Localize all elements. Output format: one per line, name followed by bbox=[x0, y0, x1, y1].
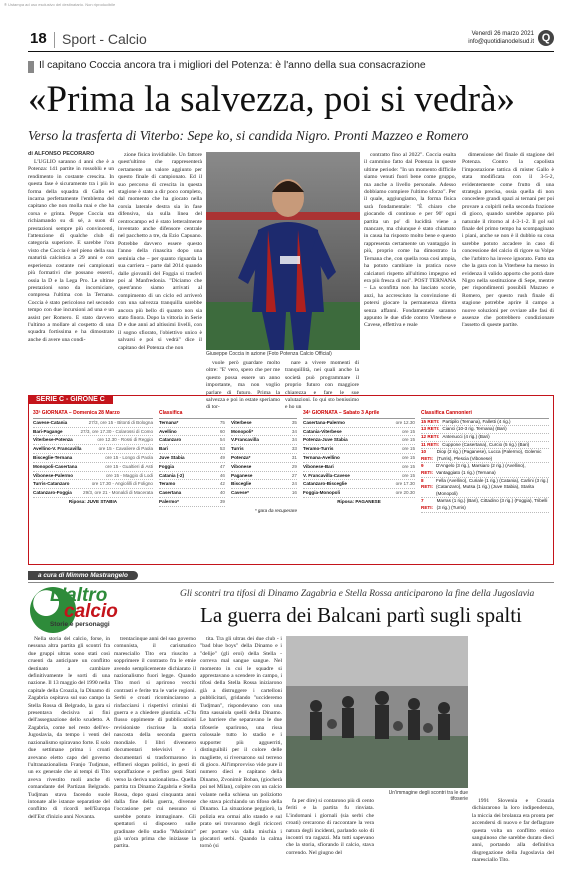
standing-row-pts: 54 bbox=[219, 437, 225, 443]
standing-row-pts: 40 bbox=[219, 490, 225, 496]
fixture-row-date: ore 17.30 - Angiolilli di Foligno bbox=[91, 481, 153, 487]
standing-row-pts: 60 bbox=[219, 428, 225, 434]
standing-row bbox=[159, 454, 225, 463]
fixture-row-date: ore 15 - Gualtieri di Asti bbox=[105, 463, 153, 469]
standing-row-team: Bisceglie bbox=[231, 481, 252, 487]
fixture-row bbox=[33, 428, 153, 437]
standing-row bbox=[159, 472, 225, 481]
classifica-table bbox=[159, 410, 297, 564]
scorer-names: Antenucci (4 rig.) (Bari) bbox=[442, 433, 490, 439]
standing-row-pts: 49 bbox=[219, 454, 225, 460]
scorer-row bbox=[421, 463, 549, 477]
standing-row-pts: 29 bbox=[291, 463, 297, 469]
logo-q-icon: Q bbox=[538, 30, 554, 46]
standing-row-team: Viterbese bbox=[231, 419, 252, 425]
standing-row-pts: 33 bbox=[291, 446, 297, 452]
fixture-row bbox=[303, 419, 415, 428]
article2-col-4: fa per dire) si contarono più di cento feriti e la partita fu rinviata. L'indomani i giornali (sia serbi che croati) cercarono di raccontare la vera natura degli incidenti, parlando solo di incontri tra ragazzi. Ma tutti sapevano che la storia, sfiorando il calcio, stava correndo. Nel giugno del bbox=[286, 798, 374, 856]
fixture-row-match: Vibonese-Palermo bbox=[33, 472, 73, 478]
standing-row bbox=[231, 463, 297, 472]
scorer-goals: 11 RETI: bbox=[421, 441, 440, 447]
fixture-row bbox=[33, 489, 153, 498]
giornata-33-table bbox=[33, 410, 153, 564]
fixture-row bbox=[303, 454, 415, 463]
standing-row-team: Potenza* bbox=[231, 454, 251, 460]
standing-row-pts: 34 bbox=[291, 428, 297, 434]
kicker-mark bbox=[28, 61, 34, 73]
standings-box-title: SERIE C - GIRONE C bbox=[28, 395, 113, 404]
fixture-row-match: Catania-Viterbese bbox=[303, 428, 342, 434]
classifica-title: Classifica bbox=[159, 410, 297, 419]
standing-row-team: Juve Stabia bbox=[159, 454, 185, 460]
fixture-row bbox=[33, 436, 153, 445]
fixture-row-date: ore 12.30 bbox=[395, 419, 415, 425]
scorer-goals: 7 RETI: bbox=[421, 498, 433, 510]
page-number: 18 bbox=[30, 30, 47, 47]
fixture-row-date: ore 20.30 bbox=[395, 490, 415, 496]
giornata-34-title: 34ª GIORNATA – Sabato 3 Aprile bbox=[303, 410, 415, 419]
article1-photo bbox=[206, 152, 360, 350]
issue-date: Venerdì 26 marzo 2021 bbox=[471, 31, 534, 37]
article2-col-5: 1991 Slovenia e Croazia dichiararono la loro indipendenza, la miccia dei brolanza era pronta per accendersi di nuovo e far deflagrare questa volta un conflitto etnico sanguinoso che sarebbe durato dieci anni, portando alla definitiva disgregazione della Jugoslavia del maresciallo Tito. bbox=[472, 798, 554, 864]
fixture-row bbox=[33, 419, 153, 428]
standing-row-team: Cavese* bbox=[231, 490, 249, 496]
article2-photo bbox=[286, 636, 468, 788]
fixture-row-match: Casertana-Palermo bbox=[303, 419, 345, 425]
standing-row bbox=[159, 445, 225, 454]
article2-col-1: Nella storia del calcio, forse, in nessuna altra partita gli scontri fra due gruppi ultras sono stati così cruenti da anticipare un conflitto destinato a cambiare definitivamente le sorti di una nazione. Il 13 maggio del 1990 nella capitale della Croazia, la Dinamo di Zagabria ospitava sul suo campo la Stella Rossa di Belgrado, la gara si presentava decisiva ai fini dell'assegnazione dello scudetto. A Zagabria, come nel resto dell'ex-Jugoslavia, da tempo i venti del nazionalismo spiravano forte. E solo due settimane prima i croati avevano eletto capo del governo l'ultranazionalista Franjo Tudjman, un ex generale che ai tempi di Tito aveva rivestito ruoli anche di comandante del Partizan Belgrado. Tudjman stava facendo suole intonate alle istanze separatiste del conflitto di ricordi nell'Europa dell'Est d'inizio anni Novanta. bbox=[28, 636, 110, 820]
fixture-row-match: Foggia-Monopoli bbox=[303, 490, 340, 496]
logo-line-2: calcio bbox=[64, 601, 118, 622]
classifica-note: * gara da recuperare bbox=[254, 507, 297, 513]
standing-row-pts: 53 bbox=[219, 446, 225, 452]
fixture-row-match: Catanzaro-Foggia bbox=[33, 490, 72, 496]
l-altro-calcio-logo bbox=[30, 587, 138, 633]
scorer-names: Marras (1 rig.) (Bari), Cittadino (3 rig.) (Foggia), Tribelli (3 rig.) (Turris) bbox=[436, 498, 548, 510]
fixture-row bbox=[33, 472, 153, 481]
article1-col-2: zione fisica invidiabile. Un fattore quest'ultimo che rappresenterà certamente un valore aggiunto per questo finale di campionato. Ed il suo percorso di crescita in questa stagione è stato a dir poco completo, dal momento che ha giocato nella corsia laterale destra sia in fase difensiva, sia sulla linea del centrocampo ed è stato letteralmente inventato anche difensore centrale nel pacchetto a tre, da Ezio Capuano. Potrebbe davvero essere questo l'anno della rinascita dopo una seminia che – per quanto riguarda la sua carriera – parte dal 2014 quando dalle giovanili del Foggia si trasferì poi al Manfredonia. "Diciamo che quest'anno siamo arrivati al compimento di un ciclo ed arriverò con una salvezza tranquilla sarebbe ancora più bello di quanto non sia stato finora. Dopo la vittoria in Serie D e due anni ad altissimi livelli, con il sogno sfiorato, l'obiettivo unico è salvarsi e poi si vedrà" dice il capitano del Potenza che non bbox=[118, 152, 202, 351]
fixture-row-date: ore 15 bbox=[401, 463, 415, 469]
riot-photo-illustration bbox=[286, 636, 468, 788]
standings-box bbox=[28, 395, 554, 565]
article1-photo-caption: Giuseppe Coccia in azione (Foto Potenza Calcio Official) bbox=[206, 351, 332, 357]
giornata-33-rest: Riposa: JUVE STABIA bbox=[68, 498, 118, 504]
standing-row bbox=[231, 428, 297, 437]
article1-col-3b: nare a vivere momenti di tranquillità, nei quali anche la società può programmare il proprio futuro con maggiore chiarezza e fare le sue valutazioni. Io qui sto benissimo e ho un bbox=[285, 360, 359, 411]
standing-row-pts: 35 bbox=[291, 419, 297, 425]
fixture-row bbox=[303, 445, 415, 454]
scorer-names: Cianci (10-3 rig. Ternana) (Bari) bbox=[442, 426, 507, 432]
scorer-names: Diop (2 rig.) (Paganese), Lucca (Palermo), Golemic (Turris), Plescia (Vibonese) bbox=[436, 449, 542, 461]
standing-row-team: V.Francavilla bbox=[231, 437, 259, 443]
scorer-row bbox=[421, 426, 549, 434]
fixture-row-match: Viterbese-Potenza bbox=[33, 437, 73, 443]
fixture-row-date: 29/3, ore 21 - Monaldi di Macerata bbox=[83, 490, 153, 496]
standing-row bbox=[231, 454, 297, 463]
standing-row-pts: 46 bbox=[219, 472, 225, 478]
standing-row-team: Paganese bbox=[231, 472, 253, 478]
scorer-goals: 8 RETI: bbox=[421, 477, 433, 490]
article1-col-5: dimensione del finale di stagione del Potenza. Contro la capolista l'impostazione tattica di mister Gallo è stata modificata con il 3-5-2, evidentemente come frutto di una strategia precisa, ossia quella di non concedere grandi spazi ai ternani per poi provare a colpirli nella seconda frazione di gioco, quando sarebbe apparso più naturale il ritorno al 4-3-1-2. Il gol sul finale del primo tempo ha scompaginato i piani, anche se non è il dubbio su cosa sarebbe potuto accadere in caso di concessione del calcio di rigore su Volpe che l'arbitro ha invece ignorato. Fatto sta che la gara con la Viterbese ha messo in evidenza il valido apporto che potrà dare Nigro nella sostituzione di Sepe, mentre per rispondimenti possibili Mazzeo e Romero, per questo rush finale di stagione potrebbe aprire il campo a nuove soluzioni per ovviare alle fasi di assenze che potrebbero condizionare l'assetto di queste partite. bbox=[462, 152, 554, 329]
logo-line-3: Storie e personaggi bbox=[50, 621, 110, 628]
standing-row bbox=[159, 463, 225, 472]
watermark: ® Ustampa ad uso esclusivo del destinatario. Non riproducibile bbox=[4, 2, 116, 7]
fixture-row-date: ore 15 - Longo di Paola bbox=[105, 454, 153, 460]
fixture-row-match: Potenza-Juve Stabia bbox=[303, 437, 348, 443]
standing-row-team: Catania (-2) bbox=[159, 472, 185, 478]
fixture-row bbox=[33, 463, 153, 472]
scorer-goals: 10 RETI: bbox=[421, 449, 433, 461]
standing-row-team: Palermo* bbox=[159, 498, 179, 504]
article1-col-3a: vuole però guardare molto oltre: "E' vero, spero che per me questo possa essere un anno importante, ma non voglio parlare di futuro. Prima la salvezza e poi in estate speriamo di tor- bbox=[206, 360, 280, 411]
fixture-row bbox=[303, 480, 415, 489]
fixture-row-date: 27/3, ore 17.30 - Colarossi di Como bbox=[80, 428, 153, 434]
standing-row-team: Turris bbox=[231, 446, 244, 452]
standing-row-team: Teramo bbox=[159, 481, 176, 487]
article2-col-3: tita. Tra gli ultras dei due club - i "bad blue boys" della Dinamo e i "delije" (gli eroi) della Stella - correva mal sangue sangue. Nel momento in cui le squadre si apprestavano a scendere in campo, i tifosi della Stella Rossa iniziarono già a distruggere i cartelloni pubblicitari, gridando "uccideremo Tudjman", rispondevano con una fitta sassaiola quelli della Dinamo. Le barriere che separavano le due tifoserie sparirono, una rissa colossale tutto lo stadio e i supporter più agguerriti, distinguibili per il colore delle magliette, si riversarono sul terreno di gioco. All'improvviso vide pure il numero dieci e capitano della Dinamo, Zvonimir Boban, (giocherà poi nel Milan), colpire con un calcio volante nella schiena un poliziotto che stava picchiando un tifoso della Dinamo. La situazione peggiorò, la polizia era ormai allo stando e sul prato sei trovarono degli ricicceri per portare via dalla mischia i giocatori serbi. Quando la calma tornò (si bbox=[200, 636, 282, 850]
standing-row-team: Bari bbox=[159, 446, 168, 452]
fixture-row-match: V. Francavilla-Cavese bbox=[303, 472, 350, 478]
scorer-row bbox=[421, 434, 549, 442]
scorer-names: D'Angelo (3 rig.), Marsiaro (2 rig.) (Avellino), Vantaggiato (1 rig.) (Ternana) bbox=[435, 463, 526, 475]
scorer-goals: 9 RETI: bbox=[421, 463, 433, 475]
scorer-names: Fella (Avellino), Curiale (1 rig.) (Catania), Carlini (3 rig.) (Catanzaro), Mutsa (1 rig.) (Juve Stabia), Starita (Monopoli) bbox=[435, 477, 549, 496]
standing-row-team: Vibonese bbox=[231, 463, 252, 469]
scorer-goals: 15 RETI: bbox=[421, 418, 440, 424]
standing-row bbox=[159, 489, 225, 498]
giornata-33-title: 33ª GIORNATA – Domenica 28 Marzo bbox=[33, 410, 153, 419]
fixture-row-match: Cavese-Catania bbox=[33, 419, 68, 425]
standing-row-team: Casertana bbox=[159, 490, 182, 496]
fixture-row bbox=[33, 480, 153, 489]
fixture-row-date: ore 15 bbox=[401, 454, 415, 460]
giornata-34-rest: Riposa: PAGANESE bbox=[337, 498, 381, 504]
fixture-row-date: ore 15 bbox=[401, 446, 415, 452]
standing-row-pts: 34 bbox=[291, 437, 297, 443]
standing-row bbox=[231, 419, 297, 428]
fixture-row-date: 27/3, ore 15 - Bitonti di Bologna bbox=[88, 419, 153, 425]
fixture-row-date: ore 17.30 bbox=[395, 481, 415, 487]
fixture-row-match: Catanzaro-Bisceglie bbox=[303, 481, 347, 487]
standing-row-pts: 47 bbox=[219, 463, 225, 469]
standing-row-team: Foggia bbox=[159, 463, 175, 469]
fixture-row bbox=[303, 463, 415, 472]
fixture-row-match: Bari-Pagange bbox=[33, 428, 63, 434]
standing-row bbox=[159, 498, 225, 507]
player-photo-illustration bbox=[206, 152, 360, 350]
standing-row bbox=[159, 480, 225, 489]
article2-photo-caption: Un'immagine degli scontri tra le due tifoserie bbox=[388, 790, 468, 802]
fixture-row-match: Turris-Catanzaro bbox=[33, 481, 70, 487]
fixture-row bbox=[303, 472, 415, 481]
fixture-row bbox=[303, 428, 415, 437]
fixture-row bbox=[303, 436, 415, 445]
column-tag: a cura di Mimmo Mastrangelo bbox=[28, 571, 138, 580]
article1-col-4: contratto fino al 2022". Coccia esalta il cammino fatto dal Potenza in queste ultime periode: "In un momento difficile siamo venuti fuori bene come gruppo, ma anche a livello personale. Adesso dobbiamo compiere l'ultimo sforzo". Per il quale, aggiungiamo, la forma fisica sarà fondamentale: "È chiaro che giocando di continuo e per 90' ogni partita un po' di lucidità viene a mancare, ma chiunque è stato chiamato in causa ha risposto molto bene e questo rappresenta certamente un vantaggio in più, proprio come ha dimostrato la Ternana che, con quella rosa così ampia, ha potuto cambiare in pratica nove calciatori rispetto all'ultimo impegno ed era più fresca di noi". POST TERNANA – La sconfitta non ha lasciato scorie, anzi, ha accresciuto la convinzione di potersi giocare la permanenza diretta senza affanni. Fondamentale saranno appunto le due sfide contro Viterbese e Cavese, effettiva e reale bbox=[364, 152, 456, 329]
standing-row-pts: 31 bbox=[291, 454, 297, 460]
article2-headline: La guerra dei Balcani partì sugli spalti bbox=[200, 603, 522, 627]
fixture-row-match: Teramo-Turris bbox=[303, 446, 334, 452]
standing-row bbox=[231, 472, 297, 481]
fixture-row-date: ore 15 - Maggio di Lodi bbox=[106, 472, 153, 478]
column-tag-rule bbox=[28, 582, 554, 583]
standing-row-team: Catanzaro bbox=[159, 437, 182, 443]
article1-kicker: Il capitano Coccia ancora tra i migliori del Potenza: è l'anno della sua consacrazione bbox=[39, 60, 426, 71]
scorer-names: Cuppone (Casertana), Curcio (5 rig.) (Bari) bbox=[442, 441, 530, 447]
standing-row-pts: 42 bbox=[219, 481, 225, 487]
standing-row-pts: 24 bbox=[291, 481, 297, 487]
article1-subhead: Verso la trasferta di Viterbo: Sepe ko, si candida Nigro. Pronti Mazzeo e Romero bbox=[28, 128, 469, 143]
article2-col-2: trentacinque anni del suo governo comunista, il carismatico maresciallo Tito era riuscito a sopprimere il contrasto fra le etnie avendo semplicemente dichiarato il nazionalismo fuori legge. Quando Tito morì si aprirono vecchi contrasti e ferite tra le varie regioni. Serbi e croati ricominciarono a rinfacciarsi i rispettivi crimini di guerra e a chiedere giustizia. «C'fu flusso oppimente di pubblicazioni revisioniste riscrisse la storia nascosta della seconda guerra mondiale. I libri divennero documentari televisivi e i documentari si trasformarono in effimeri slogan politici, in gesti di sopraffazione e perfino gesti Stati verso la deriva nazionalista». Quella partita tra Dinamo Zagabria e Stella Rossa, dopo quasi cinquanta anni dalla fine della guerra, divenne l'occasione per cui nessuno si sarebbe potuto immaginare. Gli spettatori si disposero sulle gradinate dello stadio "Maksimir" già un'ora prima che iniziasse la partita. bbox=[114, 636, 196, 850]
standing-row bbox=[231, 445, 297, 454]
standing-row-team: Monopoli* bbox=[231, 428, 254, 434]
standing-row-pts: 39 bbox=[219, 498, 225, 504]
article2-kicker: Gli scontri tra tifosi di Dinamo Zagabria e Stella Rossa anticiparono la fine della Jugoslavia bbox=[180, 589, 535, 599]
fixture-row bbox=[303, 489, 415, 498]
header-divider bbox=[54, 32, 55, 48]
fixture-row-match: Vibonese-Bari bbox=[303, 463, 334, 469]
scorer-row bbox=[421, 442, 549, 450]
fixture-row-match: Bisceglie-Ternana bbox=[33, 454, 73, 460]
scorer-row bbox=[421, 449, 549, 463]
fixture-row bbox=[33, 454, 153, 463]
standing-row-pts: 27 bbox=[291, 472, 297, 478]
standing-row bbox=[159, 428, 225, 437]
scorer-names: Partipilo (Ternana), Falletti (4 rig.) bbox=[442, 418, 511, 424]
article1-byline: di ALFONSO PECORARO bbox=[28, 151, 95, 157]
fixture-row bbox=[33, 445, 153, 454]
fixture-row-date: ore 15 bbox=[401, 472, 415, 478]
fixture-row-date: ore 15 - Cavaliere di Paola bbox=[98, 446, 153, 452]
standing-row bbox=[231, 489, 297, 498]
header-rule bbox=[28, 51, 554, 52]
standing-row-team: Ternana* bbox=[159, 419, 179, 425]
fixture-row-match: Monopoli-Casertana bbox=[33, 463, 78, 469]
standing-row-pts: 16 bbox=[291, 490, 297, 496]
standing-row bbox=[231, 436, 297, 445]
standing-row bbox=[159, 419, 225, 428]
article1-col-1: L'UGLIO saranno 4 anni che è a Potenza: 141 partite in rossoblù e un rendimento in costante crescita. In questa fase è sicuramente tra i più in forma della squadra di Gallo ed incarna perfettamente l'emblema del capitano che non molla mai e che ha corsa e grinta. Peppe Coccia sta richiamando su di sé, a suon di prestazioni sempre più convincenti, l'attenzione di qualche club di categoria superiore. E sarebbe l'ora visto che Coccia è nel pieno della sua maturità calcistica a 29 anni e con esperienza costante nei campionati più formativi che possano esserci, ossia la D e la Lega Pro. Le ultime prestazioni sono da incorniciare, compresa l'ultima con la Ternana. Coccia è stato pericoloso nel secondo tempo con due incursioni ad una e un assist per Romero. E stato davvero l'ultimo a mollare al cospetto di una squadra fortissima e ha dimostrato anche di avere una condi- bbox=[28, 159, 114, 343]
scorer-row bbox=[421, 419, 549, 427]
giornata-34-table bbox=[303, 410, 415, 564]
scorer-goals: 12 RETI: bbox=[421, 433, 440, 439]
section-title: Sport - Calcio bbox=[62, 31, 147, 47]
article1-headline: «Prima la salvezza, poi si vedrà» bbox=[28, 79, 515, 120]
fixture-row-date: ore 15 bbox=[401, 437, 415, 443]
contact-email: info@quotidianodelsud.it bbox=[468, 38, 534, 45]
standing-row bbox=[159, 436, 225, 445]
scorer-row bbox=[421, 478, 549, 499]
fixture-row-match: Avellino-V. Francavilla bbox=[33, 446, 82, 452]
standing-row-pts: 75 bbox=[219, 419, 225, 425]
standing-row bbox=[231, 480, 297, 489]
fixture-row-match: Ternana-Avellino bbox=[303, 454, 340, 460]
cannonieri-table bbox=[421, 410, 549, 564]
scorer-goals: 13 RETI: bbox=[421, 426, 440, 432]
logo-line-1: L'altro bbox=[50, 585, 108, 606]
fixture-row-date: ore 15 bbox=[401, 428, 415, 434]
cannonieri-title: Classifica Cannonieri bbox=[421, 410, 549, 419]
standing-row-team: Avellino bbox=[159, 428, 177, 434]
fixture-row-date: ore 12.30 - Rossi di Reggio bbox=[97, 437, 153, 443]
scorer-row bbox=[421, 498, 549, 512]
